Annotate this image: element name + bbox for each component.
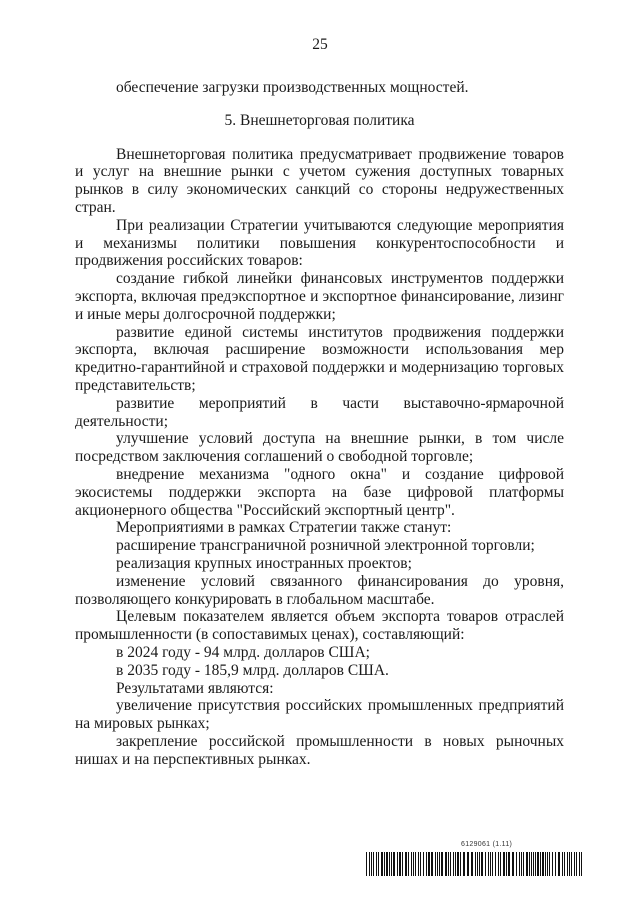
barcode-icon: [366, 852, 584, 876]
list-item: в 2035 году - 185,9 млрд. долларов США.: [116, 661, 389, 679]
list-item: закрепление российской промышленности в новых рыночных нишах и на перспективных рынках.: [75, 732, 564, 768]
list-item: изменение условий связанного финансирования до уровня, позволяющего конкурировать в глобальном масштабе.: [75, 572, 564, 608]
list-item: в 2024 году - 94 млрд. долларов США;: [116, 643, 370, 661]
paragraph: Мероприятиями в рамках Стратегии также станут:: [116, 519, 452, 537]
document-body: [75, 79, 564, 768]
list-item: внедрение механизма "одного окна" и создание цифровой экосистемы поддержки экспорта на базе цифровой платформы акционерного общества "Российский экспортный центр".: [75, 465, 564, 519]
paragraph-intro: обеспечение загрузки производственных мощностей.: [116, 79, 469, 96]
paragraph: При реализации Стратегии учитываются следующие мероприятия и механизмы политики повышения конкурентоспособности и продвижения российских товаров:: [75, 216, 564, 270]
list-item: расширение трансграничной розничной электронной торговли;: [116, 537, 535, 555]
page-number: 25: [312, 36, 328, 53]
list-item: развитие мероприятий в части выставочно-ярмарочной деятельности;: [75, 394, 564, 430]
paragraph: Внешнеторговая политика предусматривает продвижение товаров и услуг на внешние рынки с учетом сужения доступных товарных рынков в силу экономических санкций со стороны недружественных стран.: [75, 145, 564, 216]
paragraph: Результатами являются:: [116, 679, 274, 697]
list-item: улучшение условий доступа на внешние рынки, в том числе посредством заключения соглашений о свободной торговле;: [75, 430, 564, 466]
list-item: реализация крупных иностранных проектов;: [116, 554, 412, 572]
list-item: создание гибкой линейки финансовых инструментов поддержки экспорта, включая предэкспортное и экспортное финансирование, лизинг и иные меры долгосрочной поддержки;: [75, 270, 564, 323]
section-heading: 5. Внешнеторговая политика: [224, 111, 415, 129]
barcode-code: 6129061 (1.11): [461, 841, 513, 848]
list-item: увеличение присутствия российских промышленных предприятий на мировых рынках;: [75, 697, 564, 733]
paragraph: Целевым показателем является объем экспорта товаров отраслей промышленности (в сопоставимых ценах), составляющий:: [75, 608, 564, 644]
list-item: развитие единой системы институтов продвижения поддержки экспорта, включая расширение возможности использования мер кредитно-гарантийной и страховой поддержки и модернизацию торговых представительств;: [75, 323, 564, 394]
